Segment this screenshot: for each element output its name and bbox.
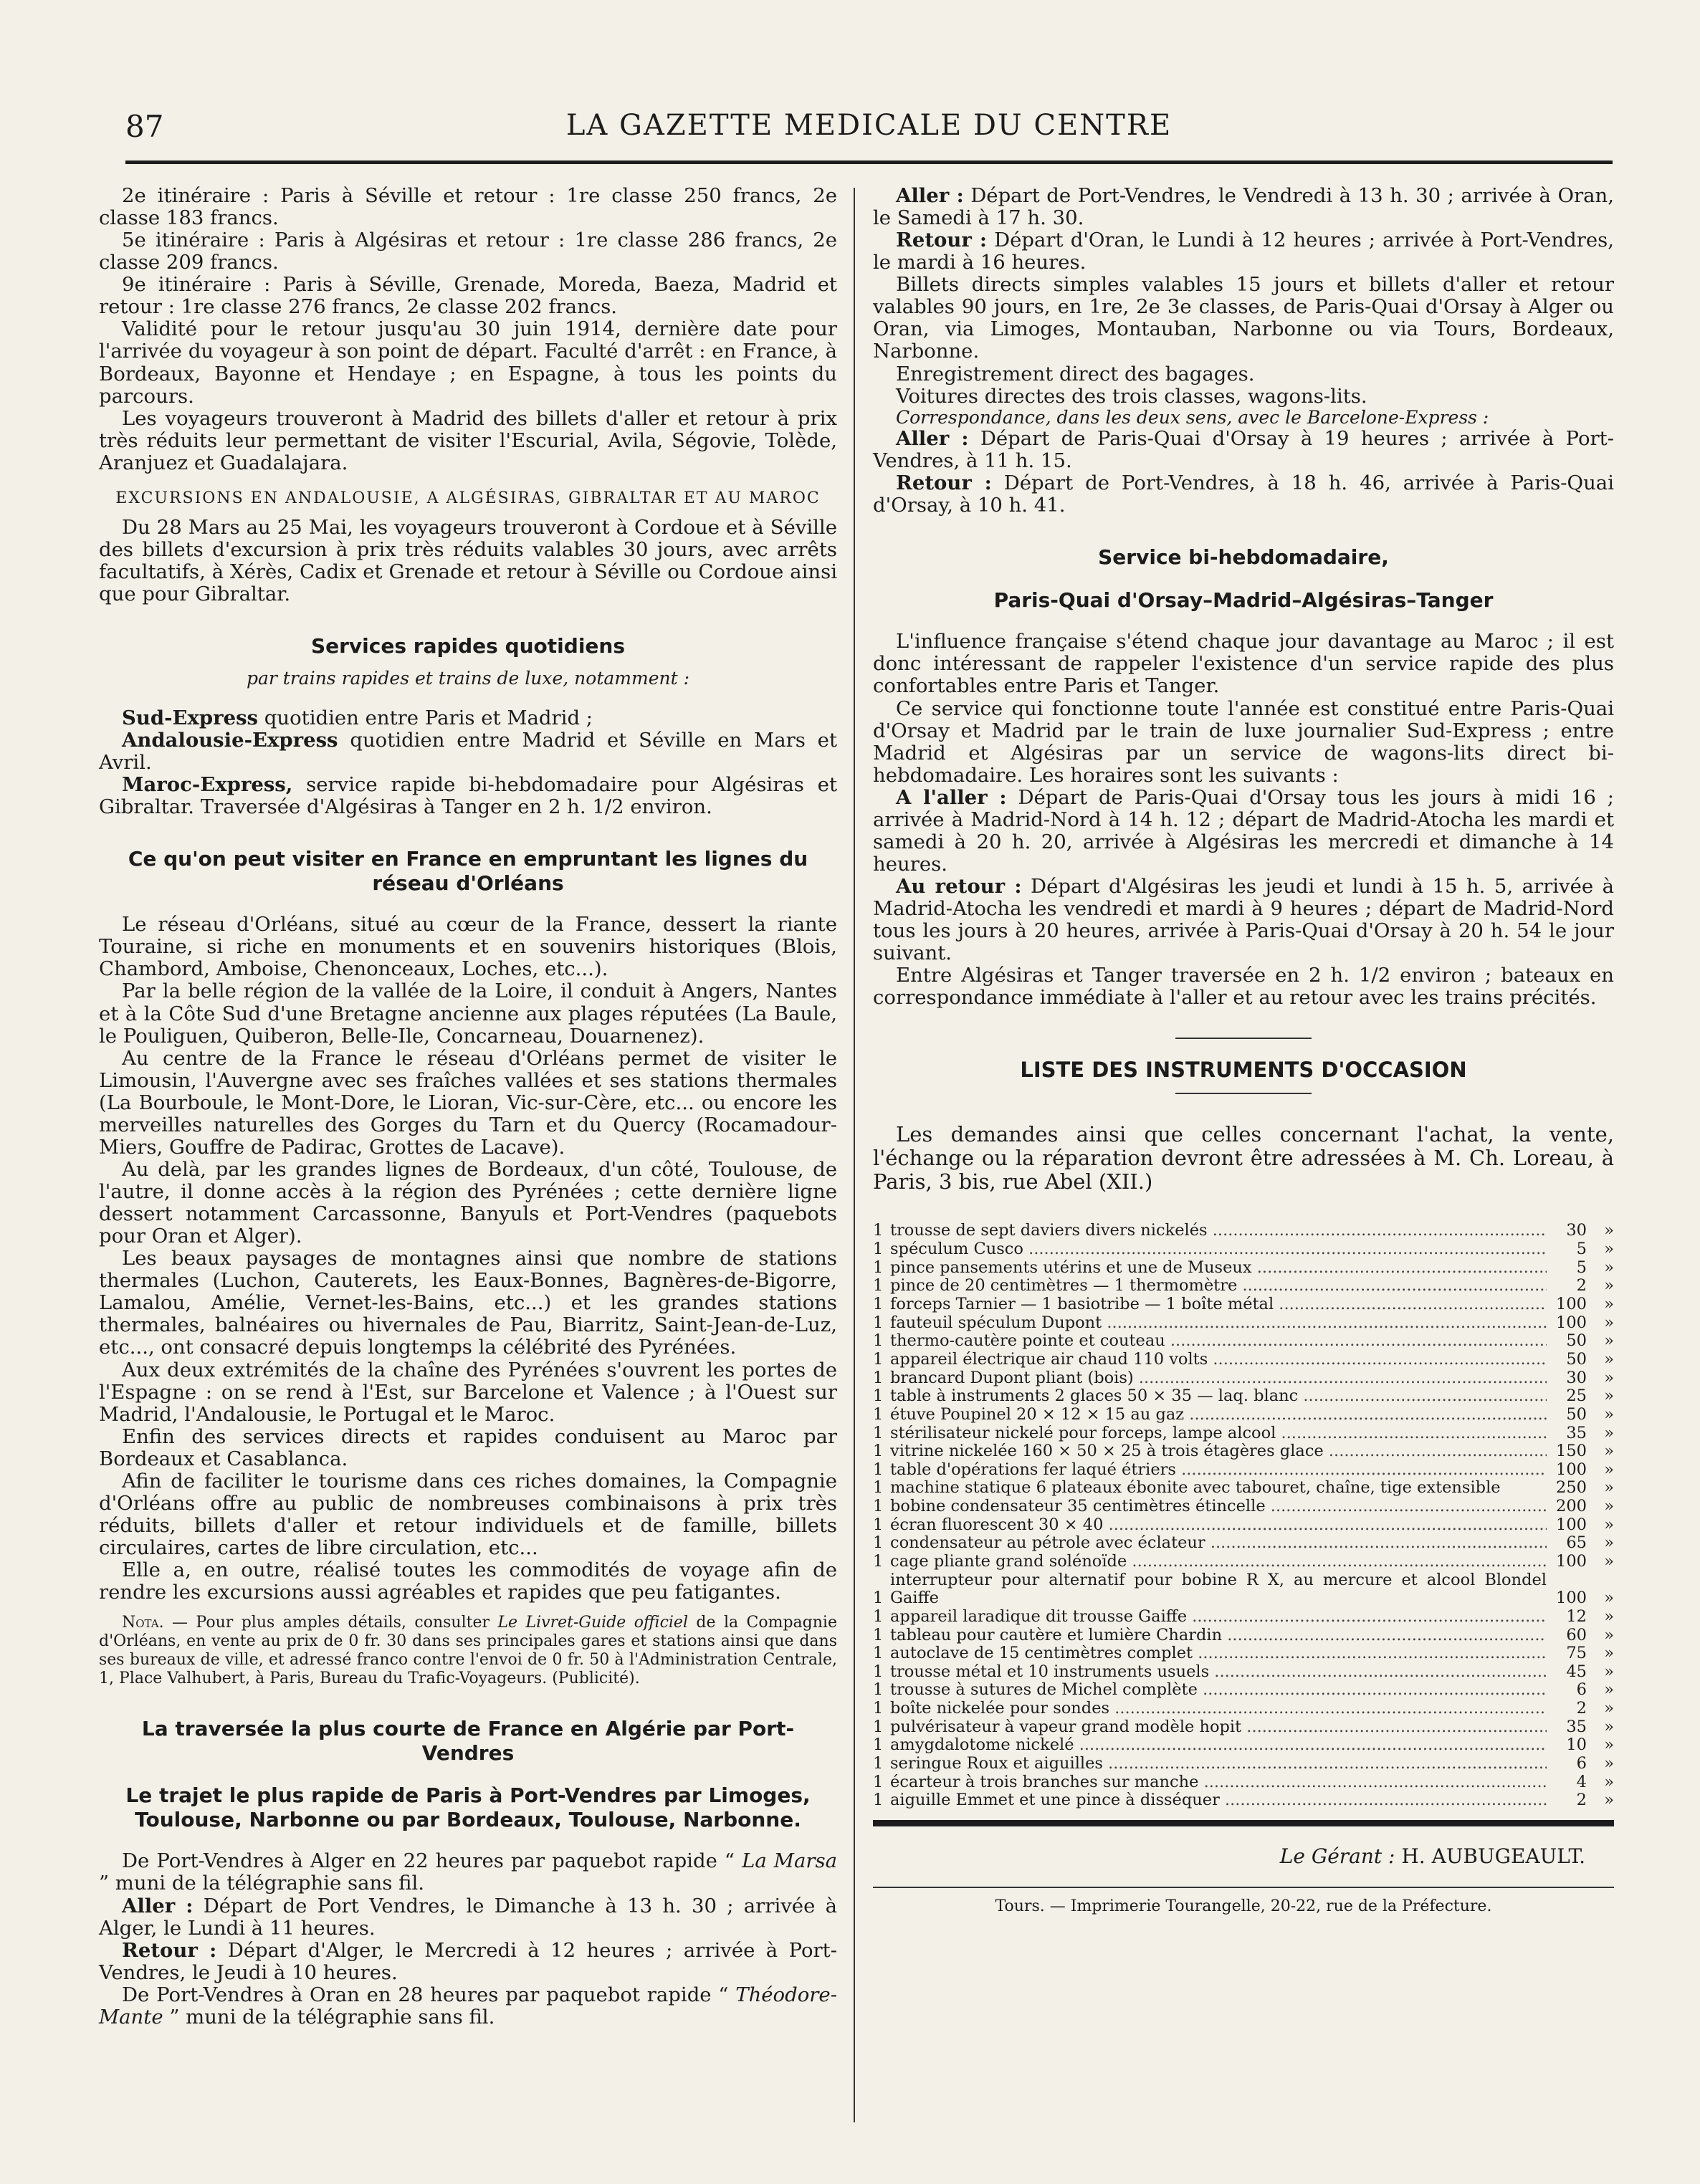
item-unit: »: [1604, 1276, 1614, 1295]
list-item: [873, 1498, 1614, 1516]
item-price: 35: [1566, 1423, 1587, 1442]
item-price: 100: [1556, 1552, 1587, 1571]
item-price: 35: [1566, 1717, 1587, 1736]
bagages-line: Enregistrement direct des bagages.: [896, 362, 1255, 385]
item-unit: »: [1604, 1589, 1614, 1608]
barcelone-aller: Aller : Départ de Paris-Quai d'Orsay à 19 heures ; arrivée à Port-Vendres, à 11 h. 15.: [873, 426, 1614, 472]
item-price: 5: [1576, 1258, 1587, 1277]
item-quantity: 1: [873, 1460, 884, 1479]
item-quantity: 1: [873, 1240, 884, 1259]
list-item: [873, 1240, 1614, 1259]
item-quantity: 1: [873, 1497, 884, 1516]
item-quantity: 1: [873, 1515, 884, 1534]
nota-paragraph: Nota. — Pour plus amples détails, consulter Le Livret-Guide officiel de la Compagnie d'Orléans, en vente au prix de 0 fr. 30 dans ses principales gares et stations ainsi que dans ses bureaux de ville, et adressé franco contre l'envoi de 0 fr. 50 à l'Administration Centrale, 1, Place Valhubert, à Paris, Bureau du Trafic-Voyageurs. (Publicité).: [99, 1614, 837, 1688]
list-item: [873, 1259, 1614, 1278]
gerant-line: Le Gérant : H. AUBUGEAULT.: [1279, 1844, 1585, 1868]
list-item: [873, 1736, 1614, 1755]
list-item: [873, 1571, 1614, 1608]
printer-line: Tours. — Imprimerie Tourangelle, 20-22, rue de la Préfecture.: [995, 1897, 1492, 1915]
item-description: table d'opérations fer laqué étriers .....: [890, 1461, 1547, 1480]
item-unit: »: [1604, 1735, 1614, 1755]
voitures-line: Voitures directes des trois classes, wagons-lits.: [896, 384, 1367, 408]
item-unit: »: [1604, 1240, 1614, 1259]
item-price: 65: [1566, 1533, 1587, 1553]
item-price: 100: [1556, 1515, 1587, 1534]
item-quantity: 1: [873, 1589, 884, 1608]
item-price: 100: [1556, 1295, 1587, 1314]
item-description: pince de 20 centimètres — 1 thermomètre .....: [890, 1277, 1547, 1295]
item-quantity: 1: [873, 1221, 884, 1240]
orleans-heading: Ce qu'on peut visiter en France en empruntant les lignes du réseau d'Orléans: [128, 847, 808, 895]
item-price: 100: [1556, 1460, 1587, 1479]
excursions-paragraph: Du 28 Mars au 25 Mai, les voyageurs trouveront à Cordoue et à Séville des billets d'excursion à prix très réduits valables 30 jours, avec arrêts facultatifs, à Xérès, Cadix et Grenade et retour à Séville ou Cordoue ainsi que pour Gibraltar.: [99, 515, 837, 605]
item-price: 75: [1566, 1644, 1587, 1663]
item-description: machine statique 6 plateaux ébonite avec tabouret, chaîne, tige extensible: [890, 1479, 1501, 1498]
item-description: écran fluorescent 30 × 40 .....: [890, 1516, 1547, 1535]
correspondance-line: Correspondance, dans les deux sens, avec le Barcelone-Express :: [896, 406, 1489, 428]
item-quantity: 1: [873, 1791, 884, 1810]
bihebdo-subheading: Paris-Quai d'Orsay–Madrid–Algésiras–Tanger: [993, 588, 1494, 612]
list-item: [873, 1516, 1614, 1535]
item-description: stérilisateur nickelé pour forceps, lampe alcool .....: [890, 1424, 1547, 1443]
item-unit: »: [1604, 1368, 1614, 1387]
alger-paragraph: De Port-Vendres à Alger en 22 heures par paquebot rapide “ La Marsa ” muni de la télégraphie sans fil.: [99, 1849, 837, 1895]
item-description: brancard Dupont pliant (bois) .....: [890, 1369, 1547, 1388]
item-unit: »: [1604, 1497, 1614, 1516]
item-description: fauteuil spéculum Dupont .....: [890, 1314, 1547, 1333]
item-quantity: 1: [873, 1644, 884, 1663]
item-price: 50: [1566, 1404, 1587, 1424]
item-price: 45: [1566, 1662, 1587, 1681]
orleans-p8: Afin de faciliter le tourisme dans ces riches domaines, la Compagnie d'Orléans offre au public de nombreuses combinaisons à prix très réduits, billets d'aller et retour individuels et de famille, billets circulaires, cartes de libre circulation, etc...: [99, 1469, 837, 1560]
andalousie-express-line: Andalousie-Express quotidien entre Madrid et Séville en Mars et Avril.: [99, 728, 837, 774]
item-description: trousse à sutures de Michel complète .....: [890, 1681, 1547, 1700]
item-description: cage pliante grand solénoïde .....: [890, 1553, 1547, 1571]
item-quantity: 1: [873, 1662, 884, 1681]
item-description: interrupteur pour alternatif pour bobine R X, au mercure et alcool Blondel Gaiffe: [890, 1571, 1547, 1608]
list-item: [873, 1332, 1614, 1351]
item-price: 30: [1566, 1368, 1587, 1387]
footer-rule: [873, 1820, 1614, 1826]
item-quantity: 1: [873, 1295, 884, 1314]
item-unit: »: [1604, 1313, 1614, 1332]
traversee-heading: La traversée la plus courte de France en Algérie par Port-Vendres: [141, 1717, 795, 1765]
list-item: [873, 1369, 1614, 1388]
list-item: [873, 1773, 1614, 1792]
item-description: seringue Roux et aiguilles .....: [890, 1755, 1547, 1773]
list-item: [873, 1314, 1614, 1333]
item-price: 250: [1556, 1478, 1587, 1498]
list-item: [873, 1681, 1614, 1700]
item-description: forceps Tarnier — 1 basiotribe — 1 boîte métal .....: [890, 1295, 1547, 1314]
item-quantity: 1: [873, 1423, 884, 1442]
list-item: [873, 1644, 1614, 1663]
right-column: [873, 185, 1614, 1915]
item-unit: »: [1604, 1349, 1614, 1369]
item-unit: »: [1604, 1680, 1614, 1700]
list-item: [873, 1534, 1614, 1553]
item-unit: »: [1604, 1331, 1614, 1351]
item-description: appareil laradique dit trousse Gaiffe .....: [890, 1608, 1547, 1627]
item-unit: »: [1604, 1515, 1614, 1534]
item-price: 6: [1576, 1754, 1587, 1773]
orleans-p2: Par la belle région de la vallée de la Loire, il conduit à Angers, Nantes et à la Côte Sud d'une Bretagne ancienne aux plages réputées (La Baule, le Pouliguen, Quiberon, Belle-Ile, Concarneau, Douarnenez).: [99, 980, 837, 1048]
orleans-p4: Au delà, par les grandes lignes de Bordeaux, d'un côté, Toulouse, de l'autre, il donne accès à la région des Pyrénées ; cette dernière ligne dessert notamment Carcassonne, Banyuls et Port-Vendres (paquebots pour Oran et Alger).: [99, 1157, 837, 1248]
services-subheading: par trains rapides et trains de luxe, notamment :: [246, 667, 690, 689]
item-description: trousse métal et 10 instruments usuels .....: [890, 1663, 1547, 1682]
item-price: 100: [1556, 1589, 1587, 1608]
bihebdo-heading: Service bi-hebdomadaire,: [1098, 545, 1389, 570]
barcelone-retour: Retour : Départ de Port-Vendres, à 18 h. 46, arrivée à Paris-Quai d'Orsay, à 10 h. 41.: [873, 471, 1614, 517]
item-description: bobine condensateur 35 centimètres étincelle .....: [890, 1498, 1547, 1516]
list-item: [873, 1351, 1614, 1369]
orleans-p7: Enfin des services directs et rapides conduisent au Maroc par Bordeaux et Casablanca.: [99, 1424, 837, 1470]
item-unit: »: [1604, 1552, 1614, 1571]
alger-aller: Aller : Départ de Port Vendres, le Dimanche à 13 h. 30 ; arrivée à Alger, le Lundi à 11 heures.: [99, 1894, 837, 1940]
item-price: 25: [1566, 1386, 1587, 1406]
item-unit: »: [1604, 1625, 1614, 1644]
item-price: 2: [1576, 1276, 1587, 1295]
item-quantity: 1: [873, 1552, 884, 1571]
item-price: 50: [1566, 1349, 1587, 1369]
orleans-p9: Elle a, en outre, réalisé toutes les commodités de voyage afin de rendre les excursions aussi agréables et rapides que peu fatigantes.: [99, 1558, 837, 1604]
item-quantity: 1: [873, 1442, 884, 1461]
orleans-p6: Aux deux extrémités de la chaîne des Pyrénées s'ouvrent les portes de l'Espagne : on se rend à l'Est, sur Barcelone et Valence ; à l'Ouest sur Madrid, l'Andalousie, le Portugal et le Maroc.: [99, 1358, 837, 1426]
service-constitution: Ce service qui fonctionne toute l'année est constitué entre Paris-Quai d'Orsay et Madrid par le train de luxe journalier Sud-Express ; entre Madrid et Algésiras par un service de wagons-lits direct bi-hebdomadaire. Les horaires sont les suivants :: [873, 696, 1614, 787]
orleans-p3: Au centre de la France le réseau d'Orléans permet de visiter le Limousin, l'Auvergne avec ses fraîches vallées et ses stations thermales (La Bourboule, le Mont-Dore, le Lioran, Vic-sur-Cère, etc... ou encore les merveilles naturelles des Gorges du Tarn et du Quercy (Rocamadour-Miers, Gouffre de Padirac, Grottes de Lacave).: [99, 1046, 837, 1159]
maroc-influence: L'influence française s'étend chaque jour davantage au Maroc ; il est donc intéressant de rappeler l'existence d'un service rapide des plus confortables entre Paris et Tanger.: [873, 630, 1614, 698]
validity-paragraph: Validité pour le retour jusqu'au 30 juin 1914, dernière date pour l'arrivée du voyageur à son point de départ. Faculté d'arrêt : en France, à Bordeaux, Bayonne et Hendaye ; en Espagne, à tous les points du parcours.: [99, 317, 837, 408]
list-item: [873, 1700, 1614, 1718]
item-quantity: 1: [873, 1404, 884, 1424]
list-item: [873, 1553, 1614, 1571]
item-unit: »: [1604, 1754, 1614, 1773]
liste-intro: Les demandes ainsi que celles concernant l'achat, la vente, l'échange ou la réparation devront être adressées à M. Ch. Loreau, à Paris, 3 bis, rue Abel (XII.): [873, 1122, 1614, 1194]
item-unit: »: [1604, 1460, 1614, 1479]
list-item: [873, 1479, 1614, 1498]
list-item: [873, 1442, 1614, 1461]
item-quantity: 1: [873, 1533, 884, 1553]
item-unit: »: [1604, 1791, 1614, 1810]
maroc-express-line: Maroc-Express, service rapide bi-hebdomadaire pour Algésiras et Gibraltar. Traversée d'Algésiras à Tanger en 2 h. 1/2 environ.: [99, 772, 837, 819]
list-item: [873, 1718, 1614, 1737]
item-unit: »: [1604, 1386, 1614, 1406]
list-item: [873, 1755, 1614, 1773]
item-description: tableau pour cautère et lumière Chardin .....: [890, 1627, 1547, 1645]
item-quantity: 1: [873, 1276, 884, 1295]
item-price: 100: [1556, 1313, 1587, 1332]
item-quantity: 1: [873, 1258, 884, 1277]
item-unit: »: [1604, 1533, 1614, 1553]
instrument-list: [873, 1222, 1614, 1810]
list-item: [873, 1791, 1614, 1810]
item-quantity: 1: [873, 1313, 884, 1332]
item-quantity: 1: [873, 1699, 884, 1718]
item-unit: »: [1604, 1442, 1614, 1461]
excursions-heading: EXCURSIONS EN ANDALOUSIE, A ALGÉSIRAS, GIBRALTAR ET AU MAROC: [115, 489, 821, 507]
list-item: [873, 1406, 1614, 1424]
item-quantity: 1: [873, 1331, 884, 1351]
item-unit: »: [1604, 1258, 1614, 1277]
oran-retour: Retour : Départ d'Oran, le Lundi à 12 heures ; arrivée à Port-Vendres, le mardi à 16 heures.: [873, 229, 1614, 274]
trajet-heading: Le trajet le plus rapide de Paris à Port-Vendres par Limoges, Toulouse, Narbonne ou par Bordeaux, Toulouse, Narbonne.: [125, 1783, 811, 1831]
list-item: [873, 1222, 1614, 1240]
orleans-p5: Les beaux paysages de montagnes ainsi que nombre de stations thermales (Luchon, Cauterets, les Eaux-Bonnes, Bagnères-de-Bigorre, Lamalou, Amélie, Vernet-les-Bains, etc...) et les grandes stations thermales, balnéaires ou hivernales de Pau, Biarritz, Saint-Jean-de-Luz, etc..., ont consacré depuis longtemps la célébrité des Pyrénées.: [99, 1247, 837, 1359]
item-unit: »: [1604, 1478, 1614, 1498]
item-quantity: 1: [873, 1754, 884, 1773]
list-item: [873, 1627, 1614, 1645]
billets-paragraph: Billets directs simples valables 15 jours et billets d'aller et retour valables 90 jours, en 1re, 2e 3e classes, de Paris-Quai d'Orsay à Alger ou Oran, via Limoges, Montauban, Narbonne ou via Tours, Bordeaux, Narbonne.: [873, 273, 1614, 363]
item-quantity: 1: [873, 1349, 884, 1369]
item-quantity: 1: [873, 1386, 884, 1406]
item-quantity: 1: [873, 1625, 884, 1644]
list-item: [873, 1277, 1614, 1295]
list-item: [873, 1295, 1614, 1314]
item-price: 10: [1566, 1735, 1587, 1755]
item-quantity: 1: [873, 1606, 884, 1626]
list-item: [873, 1387, 1614, 1406]
item-description: trousse de sept daviers divers nickelés .....: [890, 1222, 1547, 1240]
item-price: 6: [1576, 1680, 1587, 1700]
item-unit: »: [1604, 1606, 1614, 1626]
oran-paragraph: De Port-Vendres à Oran en 28 heures par paquebot rapide “ Théodore-Mante ” muni de la télégraphie sans fil.: [99, 1983, 837, 2029]
list-item: [873, 1461, 1614, 1480]
item-price: 2: [1576, 1791, 1587, 1810]
header-rule: [125, 161, 1613, 164]
page-header: [125, 109, 1613, 152]
list-item: [873, 1608, 1614, 1627]
item-description: spéculum Cusco .....: [890, 1240, 1547, 1259]
horaire-aller: A l'aller : Départ de Paris-Quai d'Orsay tous les jours à midi 16 ; arrivée à Madrid-Nord à 14 h. 12 ; départ de Madrid-Atocha les mardi et samedi à 20 h. 20, arrivée à Algésiras les mercredi et dimanche à 14 heures.: [873, 785, 1615, 876]
item-description: pince pansements utérins et une de Museux .....: [890, 1259, 1547, 1278]
item-price: 150: [1556, 1442, 1587, 1461]
item-quantity: 1: [873, 1772, 884, 1791]
item-price: 12: [1566, 1606, 1587, 1626]
running-title: LA GAZETTE MEDICALE DU CENTRE: [565, 109, 1173, 142]
horaire-retour: Au retour : Départ d'Algésiras les jeudi et lundi à 15 h. 5, arrivée à Madrid-Atocha les vendredi et mardi à 9 heures ; départ de Madrid-Nord tous les jours à 20 heures, arrivée à Paris-Quai d'Orsay à 20 h. 54 le jour suivant.: [873, 875, 1614, 965]
item-description: table à instruments 2 glaces 50 × 35 — laq. blanc .....: [890, 1387, 1547, 1406]
item-price: 200: [1556, 1497, 1587, 1516]
item-price: 5: [1576, 1240, 1587, 1259]
item-price: 2: [1576, 1699, 1587, 1718]
alger-retour: Retour : Départ d'Alger, le Mercredi à 12 heures ; arrivée à Port-Vendres, le Jeudi à 10 heures.: [99, 1938, 837, 1984]
item-quantity: 1: [873, 1735, 884, 1755]
item-description: amygdalotome nickelé .....: [890, 1736, 1547, 1755]
oran-aller: Aller : Départ de Port-Vendres, le Vendredi à 13 h. 30 ; arrivée à Oran, le Samedi à 17 h. 30.: [873, 184, 1614, 230]
item-unit: »: [1604, 1717, 1614, 1736]
item-unit: »: [1604, 1423, 1614, 1442]
item-unit: »: [1604, 1662, 1614, 1681]
item-description: thermo-cautère pointe et couteau .....: [890, 1332, 1547, 1351]
item-description: étuve Poupinel 20 × 12 × 15 au gaz .....: [890, 1406, 1547, 1424]
item-price: 50: [1566, 1331, 1587, 1351]
itinerary-9: 9e itinéraire : Paris à Séville, Grenade, Moreda, Baeza, Madrid et retour : 1re classe 276 francs, 2e classe 202 francs.: [99, 273, 837, 319]
item-description: condensateur au pétrole avec éclateur .....: [890, 1534, 1547, 1553]
item-unit: »: [1604, 1644, 1614, 1663]
item-unit: »: [1604, 1404, 1614, 1424]
itinerary-2: 2e itinéraire : Paris à Séville et retour : 1re classe 250 francs, 2e classe 183 francs.: [99, 184, 837, 230]
item-description: appareil électrique air chaud 110 volts .....: [890, 1351, 1547, 1369]
item-quantity: 1: [873, 1680, 884, 1700]
item-description: vitrine nickelée 160 × 50 × 25 à trois étagères glace .....: [890, 1442, 1547, 1461]
item-price: 4: [1576, 1772, 1587, 1791]
left-column: [99, 185, 837, 2029]
item-quantity: 1: [873, 1717, 884, 1736]
item-description: boîte nickelée pour sondes .....: [890, 1700, 1547, 1718]
list-item: [873, 1424, 1614, 1443]
list-item: [873, 1663, 1614, 1682]
item-unit: »: [1604, 1772, 1614, 1791]
item-quantity: 1: [873, 1478, 884, 1498]
item-unit: »: [1604, 1295, 1614, 1314]
item-description: aiguille Emmet et une pince à disséquer .....: [890, 1791, 1547, 1810]
item-description: écarteur à trois branches sur manche .....: [890, 1773, 1547, 1792]
services-heading: Services rapides quotidiens: [310, 633, 626, 658]
item-quantity: 1: [873, 1368, 884, 1387]
item-description: pulvérisateur à vapeur grand modèle hopit .....: [890, 1718, 1547, 1737]
traversee-tanger: Entre Algésiras et Tanger traversée en 2 h. 1/2 environ ; bateaux en correspondance immédiate à l'aller et au retour avec les trains précités.: [873, 964, 1614, 1010]
liste-heading: LISTE DES INSTRUMENTS D'OCCASION: [1020, 1058, 1467, 1083]
madrid-paragraph: Les voyageurs trouveront à Madrid des billets d'aller et retour à prix très réduits leur permettant de visiter l'Escurial, Avila, Ségovie, Tolède, Aranjuez et Guadalajara.: [99, 406, 837, 474]
item-unit: »: [1604, 1699, 1614, 1718]
itinerary-5: 5e itinéraire : Paris à Algésiras et retour : 1re classe 286 francs, 2e classe 209 francs.: [99, 229, 837, 274]
item-price: 60: [1566, 1625, 1587, 1644]
page-number: 87: [125, 109, 164, 144]
sud-express-line: Sud-Express quotidien entre Paris et Madrid ;: [122, 706, 593, 729]
orleans-p1: Le réseau d'Orléans, situé au cœur de la France, dessert la riante Touraine, si riche en monuments et en souvenirs historiques (Blois, Chambord, Amboise, Chenonceaux, Loches, etc...).: [99, 913, 837, 981]
column-divider: [854, 188, 855, 2122]
item-unit: »: [1604, 1221, 1614, 1240]
item-description: autoclave de 15 centimètres complet .....: [890, 1644, 1547, 1663]
item-price: 30: [1566, 1221, 1587, 1240]
